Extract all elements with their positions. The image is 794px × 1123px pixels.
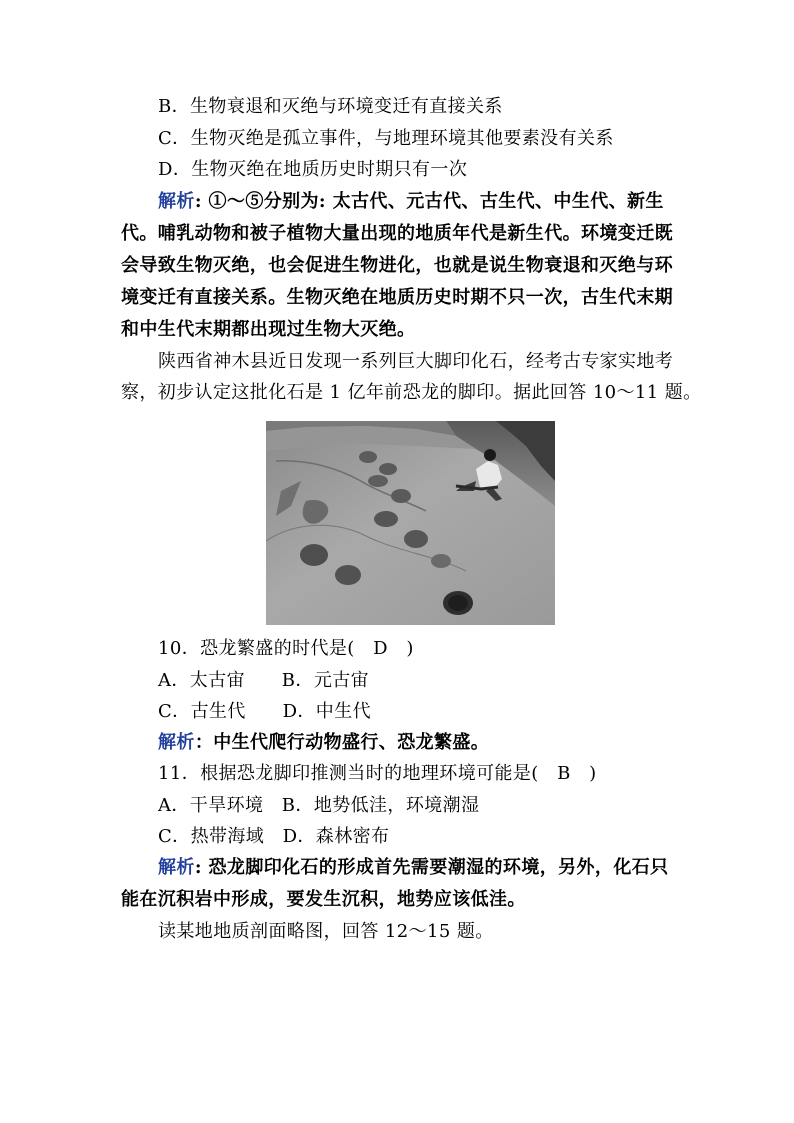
analysis-11-line-2: 能在沉积岩中形成，要发生沉积，地势应该低洼。 <box>121 889 526 910</box>
analysis-text: : ①～⑤分别为: 太古代、元古代、古生代、中生代、新生 <box>194 191 664 212</box>
option-d-line: D．生物灭绝在地质历史时期只有一次 <box>158 159 468 180</box>
question-10-options-ab: A．太古宙 B．元古宙 <box>158 670 370 691</box>
passage-12-15: 读某地地质剖面略图，回答 12～15 题。 <box>158 921 494 942</box>
passage-line-1: 陕西省神木县近日发现一系列巨大脚印化石，经考古专家实地考 <box>158 351 674 372</box>
dinosaur-footprint-photo <box>266 421 555 625</box>
question-10: 10．恐龙繁盛的时代是( D ) <box>158 638 414 659</box>
analysis-10 <box>158 731 489 755</box>
passage-line-2: 察，初步认定这批化石是 1 亿年前恐龙的脚印。据此回答 10～11 题。 <box>121 382 702 403</box>
analysis-label: 解析 <box>158 191 195 212</box>
analysis-text: : 恐龙脚印化石的形成首先需要潮湿的环境，另外，化石只 <box>194 857 669 878</box>
analysis-9-line-5: 和中生代末期都出现过生物大灭绝。 <box>121 319 416 340</box>
analysis-text: ：中生代爬行动物盛行、恐龙繁盛。 <box>194 732 490 753</box>
analysis-9-line-2: 代。哺乳动物和被子植物大量出现的地质年代是新生代。环境变迁既 <box>121 223 673 244</box>
question-11-options-ab: A．干旱环境 B．地势低洼，环境潮湿 <box>158 795 480 816</box>
question-10-options-cd: C．古生代 D．中生代 <box>158 701 372 722</box>
analysis-9-line-1 <box>158 190 664 214</box>
analysis-label: 解析 <box>158 732 195 753</box>
option-c-line: C．生物灭绝是孤立事件，与地理环境其他要素没有关系 <box>158 128 614 149</box>
analysis-11-line-1 <box>158 856 669 880</box>
question-11-options-cd: C．热带海域 D．森林密布 <box>158 826 390 847</box>
question-11: 11．根据恐龙脚印推测当时的地理环境可能是( B ) <box>158 763 597 784</box>
footprint-photo-image <box>266 421 555 625</box>
analysis-9-line-3: 会导致生物灭绝，也会促进生物进化，也就是说生物衰退和灭绝与环 <box>121 255 673 276</box>
analysis-9-line-4: 境变迁有直接关系。生物灭绝在地质历史时期不只一次，古生代末期 <box>121 287 673 308</box>
option-b-line: B．生物衰退和灭绝与环境变迁有直接关系 <box>158 96 503 117</box>
analysis-label: 解析 <box>158 857 195 878</box>
